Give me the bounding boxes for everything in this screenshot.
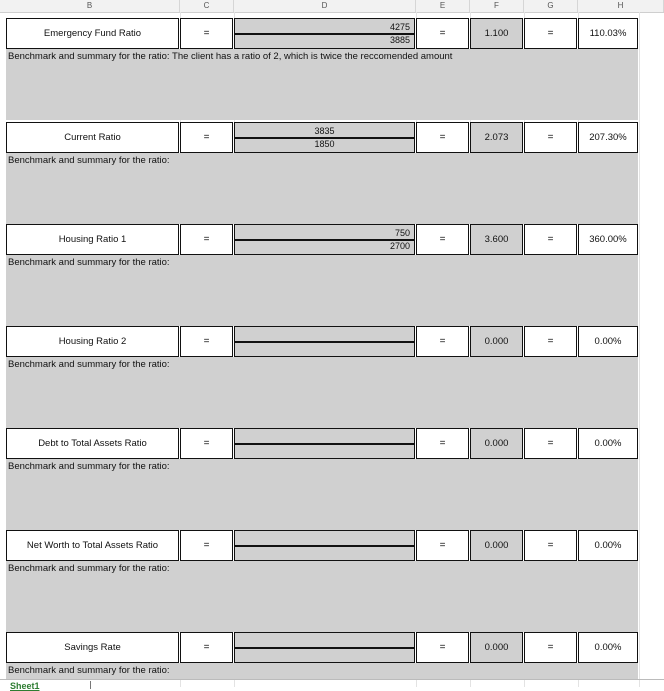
equals-cell[interactable]: =	[180, 18, 233, 49]
numerator	[235, 328, 410, 342]
ratio-block-savings-rate	[0, 632, 664, 679]
ratio-block-debt-to-assets	[0, 428, 664, 530]
summary-label: Benchmark and summary for the ratio:	[8, 257, 170, 268]
column-header-e[interactable]: E	[416, 0, 470, 12]
equals-cell[interactable]: =	[524, 632, 577, 663]
sheet-tab[interactable]: Sheet1	[10, 681, 40, 691]
percent-cell[interactable]: 0.00%	[578, 326, 638, 357]
equals-cell[interactable]: =	[416, 632, 469, 663]
numerator	[235, 430, 410, 444]
percent-cell[interactable]: 0.00%	[578, 428, 638, 459]
summary-label: Benchmark and summary for the ratio:	[8, 51, 170, 62]
denominator	[235, 545, 410, 559]
equals-cell[interactable]: =	[416, 122, 469, 153]
fraction-cell[interactable]	[234, 18, 415, 49]
summary-cell[interactable]	[6, 663, 638, 679]
denominator: 2700	[389, 241, 410, 251]
equals-cell[interactable]: =	[524, 18, 577, 49]
summary-cell[interactable]	[6, 255, 638, 326]
equals-cell[interactable]: =	[180, 632, 233, 663]
summary-cell[interactable]	[6, 357, 638, 428]
equals-cell[interactable]: =	[524, 530, 577, 561]
denominator	[235, 443, 410, 457]
ratio-name-cell[interactable]: Current Ratio	[6, 122, 179, 153]
denominator: 1850	[314, 139, 335, 149]
column-header-h[interactable]: H	[578, 0, 664, 12]
equals-cell[interactable]: =	[416, 18, 469, 49]
equals-cell[interactable]: =	[416, 530, 469, 561]
denominator	[235, 647, 410, 661]
ratio-name-cell[interactable]: Debt to Total Assets Ratio	[6, 428, 179, 459]
ratio-name-cell[interactable]: Savings Rate	[6, 632, 179, 663]
percent-cell[interactable]: 0.00%	[578, 530, 638, 561]
numerator	[235, 634, 410, 648]
equals-cell[interactable]: =	[524, 428, 577, 459]
fraction-cell[interactable]	[234, 530, 415, 561]
result-cell[interactable]: 2.073	[470, 122, 523, 153]
summary-cell[interactable]	[6, 153, 638, 224]
column-header-b[interactable]: B	[0, 0, 180, 12]
ratio-name-cell[interactable]: Net Worth to Total Assets Ratio	[6, 530, 179, 561]
ratio-name-cell[interactable]: Housing Ratio 1	[6, 224, 179, 255]
summary-label: Benchmark and summary for the ratio:	[8, 461, 170, 472]
percent-cell[interactable]: 360.00%	[578, 224, 638, 255]
equals-cell[interactable]: =	[416, 326, 469, 357]
tab-separator	[90, 681, 91, 689]
summary-cell[interactable]	[6, 459, 638, 530]
denominator	[235, 341, 410, 355]
result-cell[interactable]: 1.100	[470, 18, 523, 49]
result-cell[interactable]: 0.000	[470, 326, 523, 357]
fraction-cell[interactable]	[234, 428, 415, 459]
numerator: 750	[394, 228, 410, 238]
fraction-cell[interactable]	[234, 326, 415, 357]
equals-cell[interactable]: =	[416, 428, 469, 459]
result-cell[interactable]: 0.000	[470, 428, 523, 459]
equals-cell[interactable]: =	[524, 122, 577, 153]
column-header-d[interactable]: D	[234, 0, 416, 12]
summary-label: Benchmark and summary for the ratio:	[8, 563, 170, 574]
result-cell[interactable]: 0.000	[470, 530, 523, 561]
summary-cell[interactable]	[6, 49, 638, 120]
result-cell[interactable]: 0.000	[470, 632, 523, 663]
column-headers	[0, 0, 664, 13]
equals-cell[interactable]: =	[180, 326, 233, 357]
summary-label: Benchmark and summary for the ratio:	[8, 359, 170, 370]
ratio-name-cell[interactable]: Housing Ratio 2	[6, 326, 179, 357]
numerator	[235, 532, 410, 546]
percent-cell[interactable]: 110.03%	[578, 18, 638, 49]
ratio-block-housing-2	[0, 326, 664, 428]
ratio-block-housing-1	[0, 224, 664, 326]
ratio-name-cell[interactable]: Emergency Fund Ratio	[6, 18, 179, 49]
column-header-g[interactable]: G	[524, 0, 578, 12]
column-header-f[interactable]: F	[470, 0, 524, 12]
summary-label: Benchmark and summary for the ratio:	[8, 665, 170, 676]
fraction-cell[interactable]	[234, 122, 415, 153]
denominator: 3885	[389, 35, 410, 45]
numerator: 4275	[389, 22, 410, 32]
equals-cell[interactable]: =	[416, 224, 469, 255]
fraction-cell[interactable]	[234, 224, 415, 255]
fraction-cell[interactable]	[234, 632, 415, 663]
ratio-block-current	[0, 122, 664, 224]
column-header-c[interactable]: C	[180, 0, 234, 12]
numerator: 3835	[314, 126, 335, 136]
summary-cell[interactable]	[6, 561, 638, 632]
summary-label: Benchmark and summary for the ratio:	[8, 155, 170, 166]
equals-cell[interactable]: =	[180, 428, 233, 459]
result-cell[interactable]: 3.600	[470, 224, 523, 255]
percent-cell[interactable]: 207.30%	[578, 122, 638, 153]
equals-cell[interactable]: =	[180, 530, 233, 561]
equals-cell[interactable]: =	[180, 122, 233, 153]
summary-text: The client has a ratio of 2, which is twice the reccomended amount	[172, 51, 453, 62]
equals-cell[interactable]: =	[180, 224, 233, 255]
percent-cell[interactable]: 0.00%	[578, 632, 638, 663]
equals-cell[interactable]: =	[524, 326, 577, 357]
equals-cell[interactable]: =	[524, 224, 577, 255]
sheet-tab-bar	[0, 679, 664, 680]
ratio-block-emergency-fund	[0, 18, 664, 120]
ratio-block-net-worth-to-assets	[0, 530, 664, 632]
